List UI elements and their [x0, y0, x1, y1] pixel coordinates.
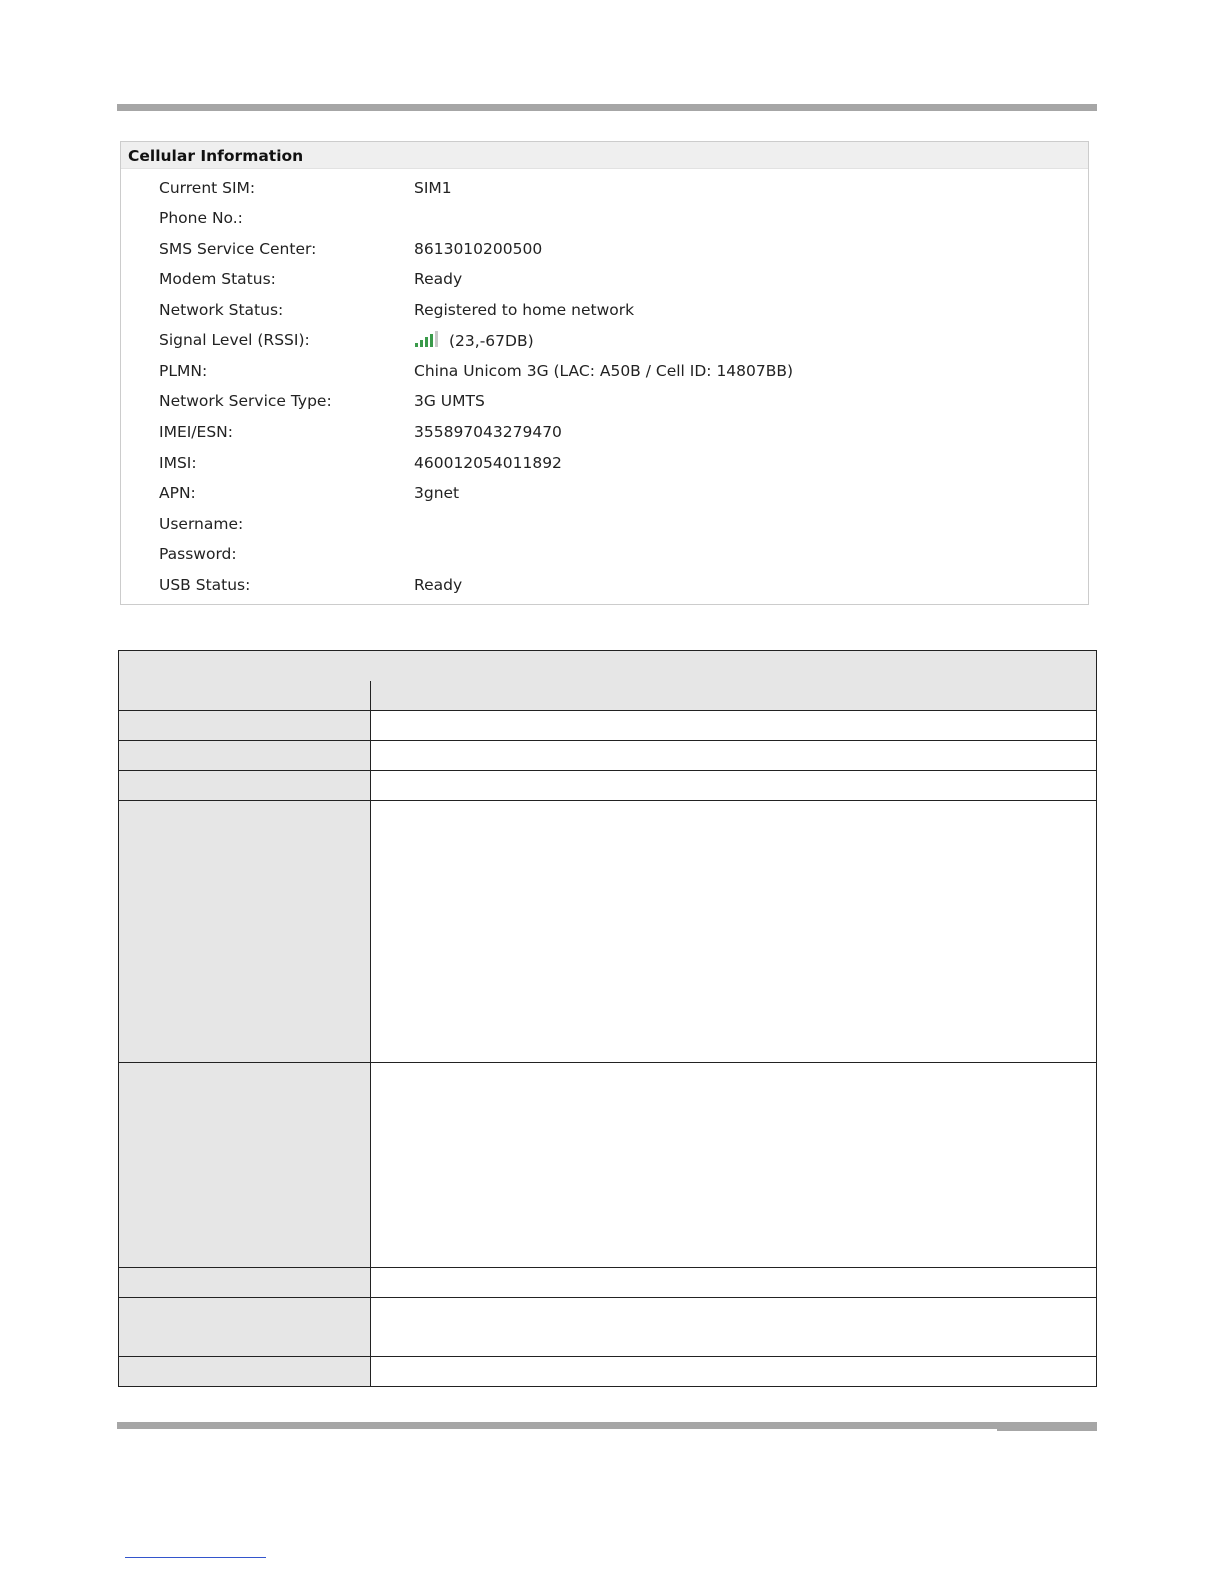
row-label: Phone No.: [159, 209, 243, 227]
info-row-plmn [121, 361, 1088, 391]
table-row-label [119, 801, 371, 1063]
row-value: China Unicom 3G (LAC: A50B / Cell ID: 14807BB) [414, 362, 794, 380]
row-label: SMS Service Center: [159, 240, 317, 258]
table-row-description [371, 771, 1096, 801]
table-row-description [371, 1298, 1096, 1357]
description-table [118, 650, 1097, 1387]
table-row-description [371, 711, 1096, 741]
info-row-phone-no [121, 208, 1088, 238]
row-value: Registered to home network [414, 301, 635, 319]
info-row-sms-service-center [121, 239, 1088, 269]
info-row-current-sim [121, 178, 1088, 208]
row-value: 3gnet [414, 484, 460, 502]
info-row-imsi [121, 453, 1088, 483]
row-value: Ready [414, 270, 463, 288]
table-row-description [371, 741, 1096, 771]
row-label: APN: [159, 484, 196, 502]
panel-header [121, 142, 1088, 169]
row-value: 355897043279470 [414, 423, 562, 441]
info-row-password [121, 544, 1088, 574]
table-header-cell-description [371, 681, 1096, 711]
top-divider-rule [117, 104, 1097, 111]
table-row-label [119, 741, 371, 771]
info-row-network-status [121, 300, 1088, 330]
bottom-divider-tail [997, 1429, 1097, 1431]
signal-bars-icon [414, 330, 442, 348]
row-label: Username: [159, 515, 244, 533]
bottom-divider-rule [117, 1422, 1097, 1429]
row-value: Ready [414, 576, 463, 594]
table-row-description [371, 801, 1096, 1063]
table-row-description [371, 1357, 1096, 1386]
info-row-network-service-type [121, 391, 1088, 421]
signal-bar-1 [415, 343, 418, 347]
row-label: Current SIM: [159, 179, 256, 197]
signal-bar-5 [435, 331, 438, 347]
row-value [414, 330, 534, 351]
info-row-imei-esn [121, 422, 1088, 452]
signal-bar-3 [425, 337, 428, 347]
panel-title: Cellular Information [128, 147, 304, 165]
info-row-modem-status [121, 269, 1088, 299]
row-label: Password: [159, 545, 237, 563]
row-label: Network Service Type: [159, 392, 332, 410]
table-row-label [119, 711, 371, 741]
row-value: 3G UMTS [414, 392, 485, 410]
table-row-label [119, 1298, 371, 1357]
row-label: IMSI: [159, 454, 197, 472]
row-value: 460012054011892 [414, 454, 562, 472]
table-title-row [119, 651, 1096, 682]
info-row-signal-level [121, 330, 1088, 360]
row-label: Signal Level (RSSI): [159, 331, 310, 349]
table-row-label [119, 1063, 371, 1268]
row-value: SIM1 [414, 179, 452, 197]
signal-bar-4 [430, 334, 433, 347]
info-row-usb-status [121, 575, 1088, 605]
table-header-cell-parameter [119, 681, 371, 711]
row-value: 8613010200500 [414, 240, 543, 258]
signal-value: (23,-67DB) [449, 332, 534, 350]
row-label: USB Status: [159, 576, 251, 594]
row-label: Network Status: [159, 301, 284, 319]
table-row-description [371, 1063, 1096, 1268]
row-label: PLMN: [159, 362, 208, 380]
footer-link-underline[interactable] [125, 1557, 266, 1558]
cellular-information-panel [120, 141, 1089, 605]
info-row-apn [121, 483, 1088, 513]
row-label: Modem Status: [159, 270, 276, 288]
table-row-label [119, 1268, 371, 1298]
table-row-description [371, 1268, 1096, 1298]
table-row-label [119, 1357, 371, 1386]
table-row-label [119, 771, 371, 801]
signal-bar-2 [420, 340, 423, 347]
row-label: IMEI/ESN: [159, 423, 233, 441]
info-row-username [121, 514, 1088, 544]
